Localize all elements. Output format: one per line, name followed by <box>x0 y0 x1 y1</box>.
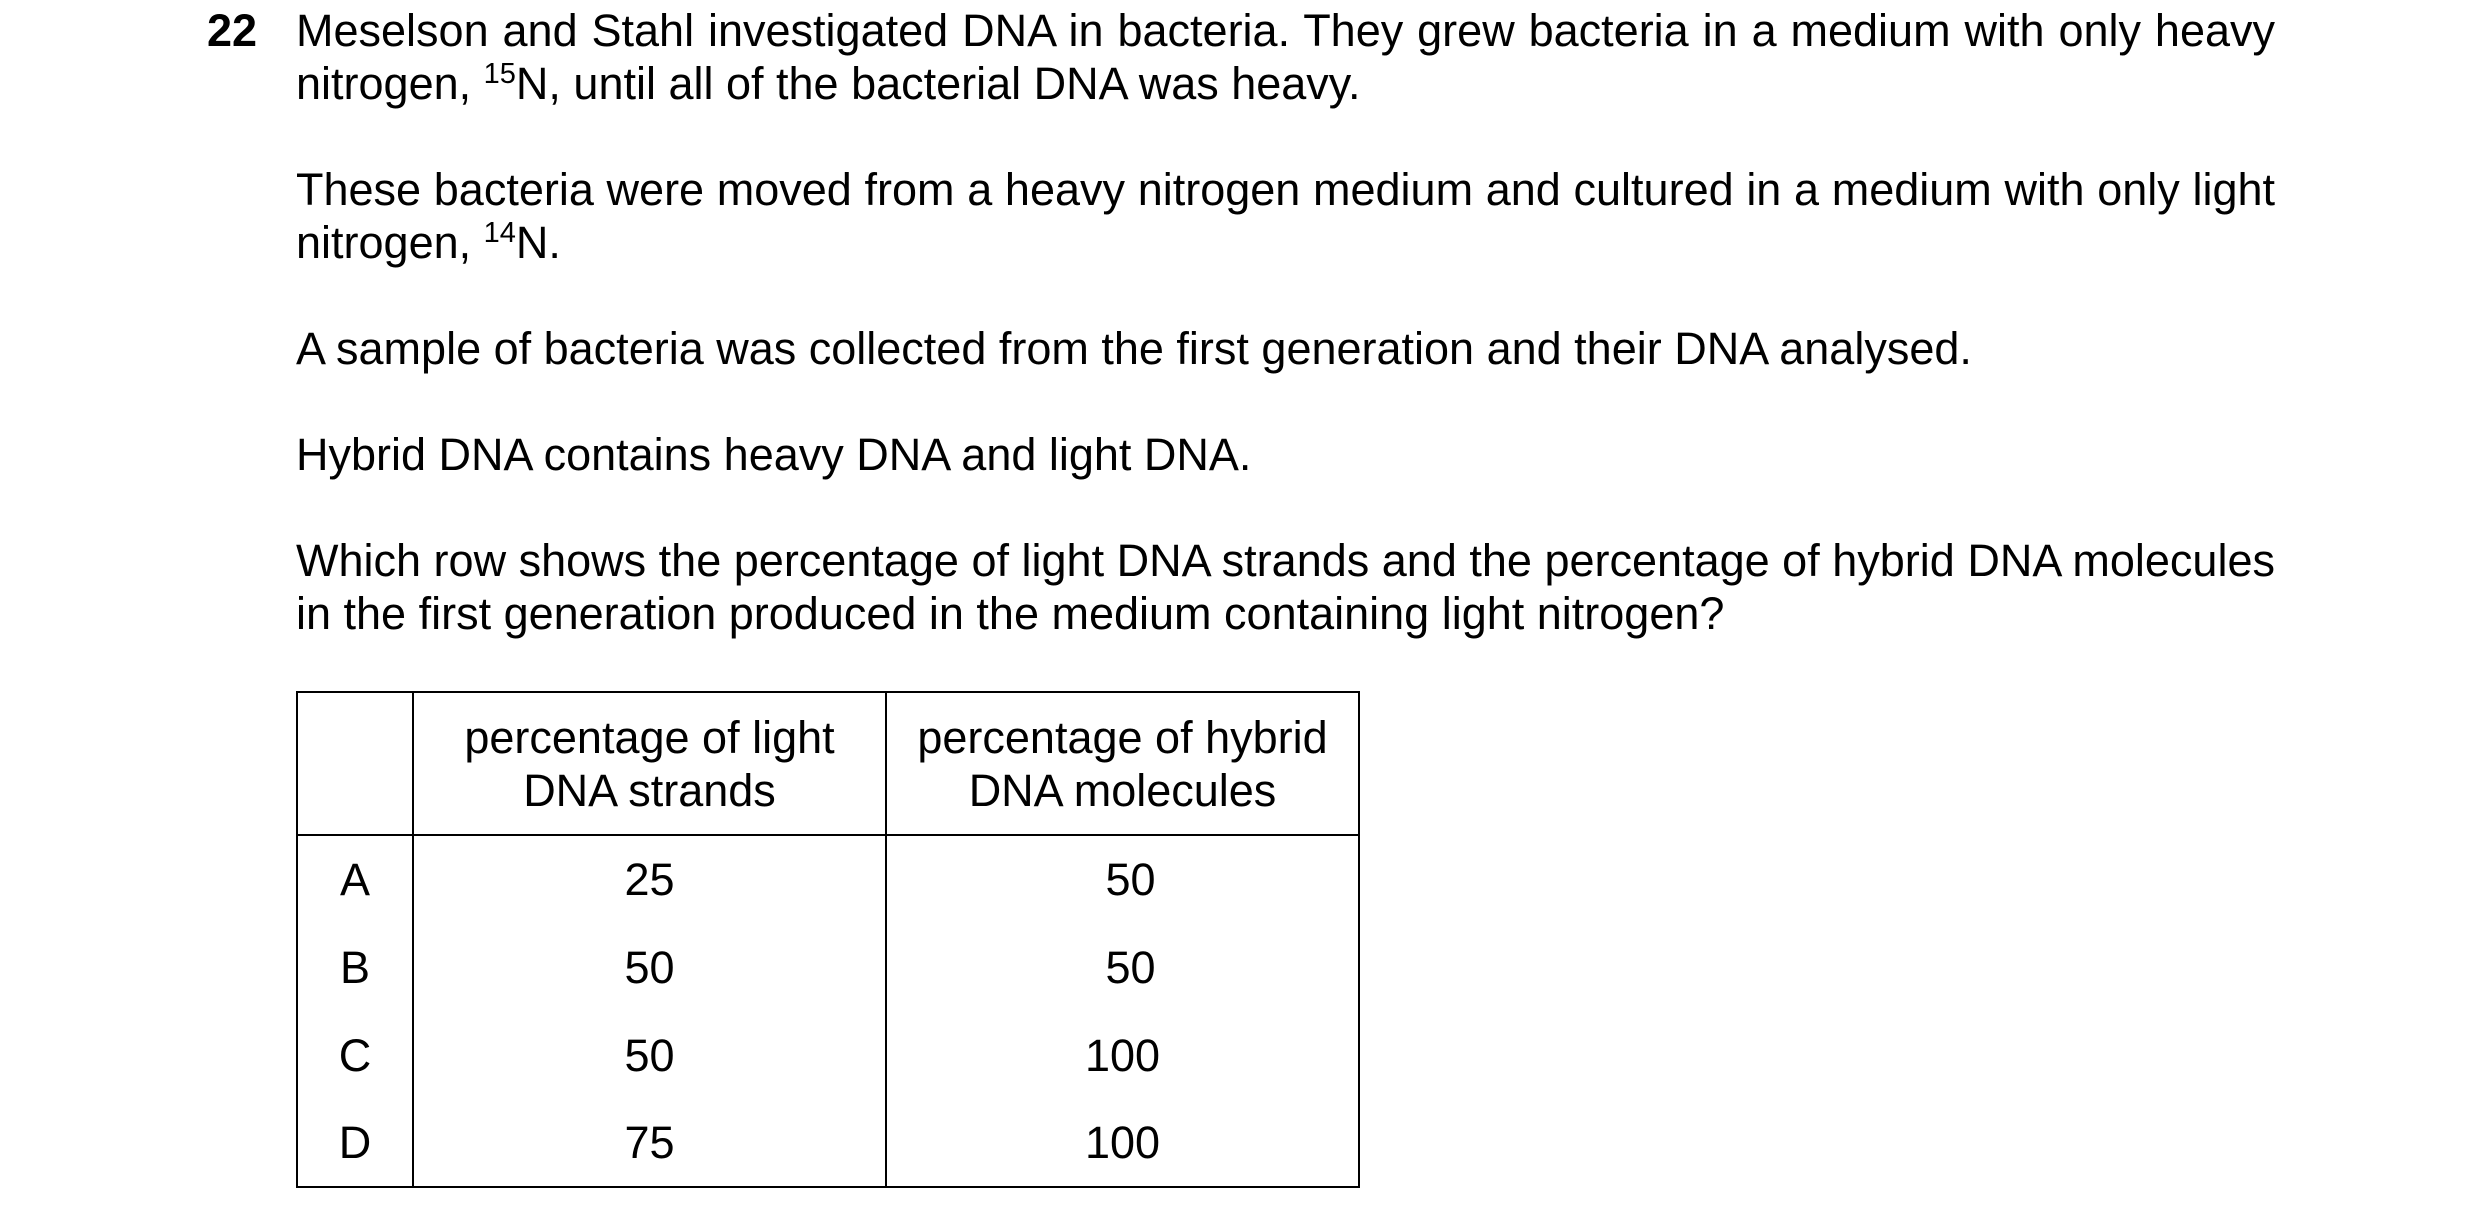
header-light-line1: percentage of light <box>464 711 835 763</box>
header-hybrid-cell <box>886 692 1359 835</box>
option-letter-b: B <box>297 923 413 1011</box>
hybrid-value-a: 50 <box>886 835 1359 923</box>
intro-text: Meselson and Stahl investigated DNA in bacteria. They grew bacteria in a medium with only heavy nitrogen, <box>296 5 2275 109</box>
option-letter-c: C <box>297 1011 413 1099</box>
header-letter-cell <box>297 692 413 835</box>
table-row-a[interactable] <box>297 835 1359 923</box>
question-number: 22 <box>207 5 258 56</box>
moved-tail: . <box>548 217 561 268</box>
hybrid-paragraph: Hybrid DNA contains heavy DNA and light DNA. <box>296 429 1252 480</box>
light-value-c: 50 <box>413 1011 886 1099</box>
prompt-paragraph: Which row shows the percentage of light DNA strands and the percentage of hybrid DNA molecules in the first generation produced in the medium containing light nitrogen? <box>296 535 2275 639</box>
light-value-a: 25 <box>413 835 886 923</box>
hybrid-value-d: 100 <box>886 1099 1359 1187</box>
option-letter-a: A <box>297 835 413 923</box>
header-light-cell <box>413 692 886 835</box>
header-hybrid-line2: DNA molecules <box>968 764 1277 816</box>
moved-text: These bacteria were moved from a heavy nitrogen medium and cultured in a medium with only light nitrogen, <box>296 164 2275 268</box>
header-light-line2: DNA strands <box>523 764 776 816</box>
table-row-c[interactable] <box>297 1011 1359 1099</box>
light-isotope-mass: 14 <box>483 217 516 249</box>
option-letter-d: D <box>297 1099 413 1187</box>
question-body <box>296 4 2275 640</box>
hybrid-value-b: 50 <box>886 923 1359 1011</box>
table-row-b[interactable] <box>297 923 1359 1011</box>
intro-tail: , until all of the bacterial DNA was heavy. <box>548 58 1361 109</box>
light-value-b: 50 <box>413 923 886 1011</box>
hybrid-value-c: 100 <box>886 1011 1359 1099</box>
sample-paragraph: A sample of bacteria was collected from the first generation and their DNA analysed. <box>296 323 1972 374</box>
moved-paragraph <box>296 163 2275 269</box>
intro-paragraph <box>296 4 2275 110</box>
table-row-d[interactable] <box>297 1099 1359 1187</box>
table-header-row <box>297 692 1359 835</box>
heavy-isotope-symbol: N <box>515 58 549 109</box>
light-isotope-symbol: N <box>515 217 549 268</box>
heavy-isotope-mass: 15 <box>483 58 516 90</box>
light-value-d: 75 <box>413 1099 886 1187</box>
answer-table <box>296 691 1360 1188</box>
header-hybrid-line1: percentage of hybrid <box>917 711 1328 763</box>
